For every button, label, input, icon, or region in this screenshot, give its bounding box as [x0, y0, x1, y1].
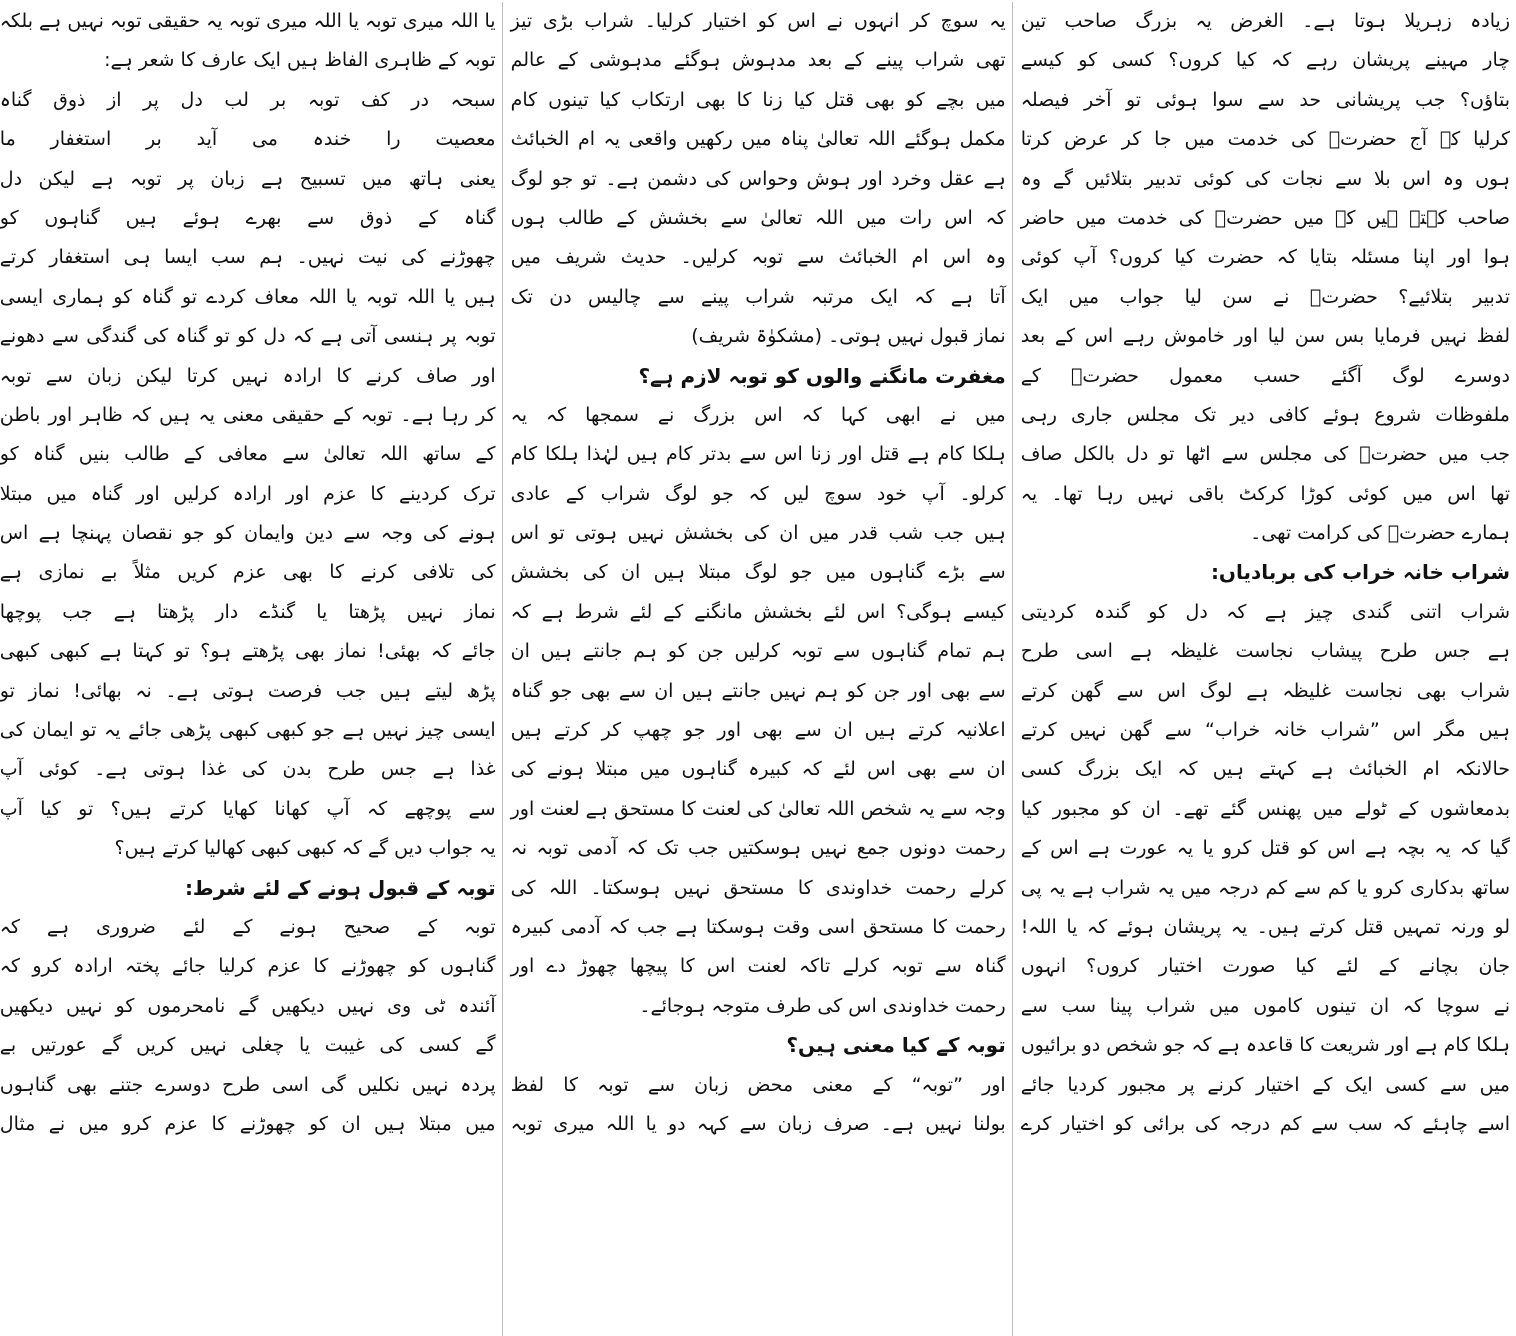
- text-line: میں مبتلا ہیں ان کو چھوڑنے کا عزم کرو میں نے مثال: [0, 1112, 496, 1135]
- text-line: ان سے بھی اس لئے کہ کبیرہ گناہوں میں مبتلا ہونے کی: [510, 758, 1006, 781]
- text-line: میں سے کسی ایک کے اختیار کرنے پر مجبور کردیا جائے: [1020, 1073, 1510, 1096]
- text-line: رحمت کا مستحق اسی وقت ہوسکتا ہے جب کہ آدمی کبیرہ: [510, 915, 1006, 938]
- text-line: نے سوچا کہ ان تینوں کاموں میں شراب پینا سب سے: [1020, 994, 1510, 1017]
- text-line: کہ اس رات میں اللہ تعالیٰ سے بخشش کے طالب ہوں: [510, 206, 1006, 229]
- text-line: ملفوظات شروع ہوئے کافی دیر تک مجلس جاری رہی: [1020, 403, 1510, 426]
- text-line: اور ”توبہ“ کے معنی محض زبان سے توبہ کا لفظ: [510, 1073, 1006, 1096]
- column-middle: [511, 2, 1013, 1336]
- text-line: کرلو۔ آپ خود سوچ لیں کہ جو لوگ شراب کے عادی: [510, 482, 1006, 505]
- text-line: وجہ سے یہ شخص اللہ تعالیٰ کی لعنت کا مستحق ہے لعنت اور: [510, 797, 1006, 820]
- column-lines: [511, 2, 1006, 1144]
- text-line: کرلیا کہ آج حضرتؒ کی خدمت میں جا کر عرض کرتا: [1020, 128, 1510, 151]
- text-line: توبہ کے صحیح ہونے کے لئے ضروری ہے کہ: [0, 915, 496, 938]
- text-line: چھوڑنے کی نیت نہیں۔ ہم سب ایسا ہی استغفار کرتے: [0, 246, 496, 269]
- text-line: جب میں حضرتؒ کی مجلس سے اٹھا تو دل بالکل صاف: [1020, 443, 1510, 466]
- text-line: حالانکہ ام الخبائث ہے کہتے ہیں کہ ایک بزرگ کسی: [1020, 758, 1510, 781]
- text-line: چار مہینے پریشان رہے کہ کیا کروں؟ کسی کو کیسے: [1020, 49, 1510, 72]
- text-line: ہیں یا اللہ توبہ یا اللہ معاف کردے تو گناہ کو ہماری ایسی: [0, 285, 496, 308]
- text-line: پڑھ لیتے ہیں جب فرصت ہوتی ہے۔ نہ بھائی! نماز تو: [0, 679, 496, 702]
- text-line: رحمت دونوں جمع نہیں ہوسکتیں جب تک کہ آدمی توبہ نہ: [510, 837, 1006, 860]
- text-line: وہ اس ام الخبائث سے توبہ کرلیں۔ حدیث شریف میں: [510, 246, 1006, 269]
- text-line: معصیت را خندہ می آید بر استغفار ما: [0, 128, 496, 151]
- text-line: ہوا اور اپنا مسئلہ بتایا کہ حضرت کیا کروں؟ آپ کوئی: [1020, 246, 1510, 269]
- text-line: بولنا نہیں ہے۔ صرف زبان سے کہہ دو یا اللہ میری توبہ: [510, 1112, 1006, 1135]
- text-line: یہ جواب دیں گے کہ کبھی کبھی کھالیا کرتے ہیں؟: [114, 837, 496, 860]
- text-line: ایسی چیز نہیں ہے جو کبھی کبھی پڑھی جائے یہ تو ایمان کی: [0, 719, 496, 742]
- text-line: اور صاف کرنے کا ارادہ نہیں کرتا لیکن زبان سے توبہ: [0, 364, 496, 387]
- column-lines: [0, 2, 496, 1144]
- text-line: گناہ کے ذوق سے بھرے ہوئے ہیں گناہوں کو: [0, 206, 496, 229]
- text-line: غذا ہے جس طرح بدن کی غذا ہوتی ہے۔ کوئی آپ: [0, 758, 496, 781]
- text-line: لو ورنہ تمہیں قتل کرتے ہیں۔ یہ پریشان ہوئے کہ یا اللہ!: [1020, 915, 1510, 938]
- text-line: گناہوں کو چھوڑنے کا عزم کرلیا جائے پختہ ارادہ کرو کہ: [0, 955, 496, 978]
- text-line: تھا اس میں کوئی کوڑا کرکٹ باقی نہیں رہا تھا۔ یہ: [1020, 482, 1510, 505]
- text-line: یا اللہ میری توبہ یا اللہ میری توبہ یہ حقیقی توبہ نہیں ہے بلکہ: [0, 10, 496, 32]
- text-line: میں نے ابھی کہا کہ اس بزرگ نے سمجھا کہ یہ: [510, 403, 1006, 426]
- text-line: آئندہ ٹی وی نہیں دیکھیں گے نامحرموں کو نہیں دیکھیں: [0, 994, 496, 1017]
- text-line: کی تلافی کرنے کا بھی عزم کریں مثلاً بے نمازی ہے: [0, 561, 496, 584]
- text-line: ہمارے حضرتؒ کی کرامت تھی۔: [1250, 522, 1510, 545]
- column-right: [1021, 2, 1510, 1336]
- text-line: سے بڑے گناہوں میں جو لوگ مبتلا ہیں ان کی بخشش: [510, 561, 1006, 584]
- text-line: سے بھی اور جن کو ہم نہیں جانتے ہیں ان سے بھی جو گناہ: [510, 679, 1006, 702]
- text-line: صاحب کہتے ہیں کہ میں حضرتؒ کی خدمت میں حاضر: [1020, 206, 1510, 229]
- text-line: تدبیر بتلائیے؟ حضرتؒ نے سن لیا جواب میں ایک: [1020, 285, 1510, 308]
- text-line: کے ساتھ اللہ تعالیٰ سے معافی کے طالب بنیں گناہ کو: [0, 443, 496, 466]
- text-line: پردہ نہیں نکلیں گی اسی طرح دوسرے جتنے بھی گناہوں: [0, 1073, 496, 1096]
- text-line: بدمعاشوں کے ٹولے میں پھنس گئے تھے۔ ان کو مجبور کیا: [1020, 797, 1510, 820]
- text-line: ہم تمام گناہوں سے توبہ کرلیں جن کو ہم جانتے ہیں ان: [510, 640, 1006, 663]
- text-line: نماز قبول نہیں ہوتی۔ (مشکوٰۃ شریف): [691, 325, 1006, 348]
- text-line: کرلے رحمت خداوندی کا مستحق نہیں ہوسکتا۔ اللہ کی: [510, 876, 1006, 899]
- text-line: زیادہ زہریلا ہوتا ہے۔ الغرض یہ بزرگ صاحب تین: [1020, 10, 1510, 32]
- text-line: ہلکا کام ہے اور شریعت کا قاعدہ ہے کہ جو شخص دو برائیوں: [1020, 1034, 1510, 1057]
- text-line: گے کسی کی غیبت یا چغلی نہیں کریں گے عورتیں بے: [0, 1034, 496, 1057]
- text-columns: [0, 2, 1510, 1336]
- text-line: مکمل ہوگئے اللہ تعالیٰ پناہ میں رکھیں واقعی یہ ام الخبائث: [510, 128, 1006, 151]
- text-line: رحمت خداوندی اس کی طرف متوجہ ہوجائے۔: [639, 994, 1006, 1017]
- text-line: لفظ نہیں فرمایا بس سن لیا اور خاموش رہے اس کے بعد: [1020, 325, 1510, 348]
- text-line: سے پوچھے کہ آپ کھانا کھایا کرتے ہیں؟ تو کیا آپ: [0, 797, 496, 820]
- text-line: کیسے ہوگی؟ اس لئے بخشش مانگنے کے لئے شرط ہے کہ: [510, 600, 1006, 623]
- text-line: ہونے کی وجہ سے دین وایمان کو جو نقصان پہنچا ہے اس: [0, 522, 496, 545]
- column-left: [0, 2, 503, 1336]
- section-heading: شراب خانہ خراب کی بربادیاں:: [1210, 560, 1510, 585]
- section-heading: توبہ کے کیا معنی ہیں؟: [786, 1033, 1006, 1058]
- text-line: اعلانیہ کرتے ہیں ان سے بھی اور جو چھپ کر کرتے ہیں: [510, 719, 1006, 742]
- text-line: ہوں وہ اس بلا سے نجات کی کوئی تدبیر بتلائیں گے وہ: [1020, 167, 1510, 190]
- text-line: ہلکا کام ہے قتل اور زنا اس سے بدتر کام ہیں لہٰذا ہلکا کام: [510, 443, 1006, 466]
- text-line: جان بچانے کے لئے کیا صورت اختیار کروں؟ انہوں: [1020, 955, 1510, 978]
- text-line: ہے جس طرح پیشاب نجاست غلیظہ ہے اسی طرح: [1020, 640, 1510, 663]
- text-line: ترک کردینے کا عزم اور ارادہ کرلیں اور گناہ میں مبتلا: [0, 482, 496, 505]
- column-lines: [1021, 2, 1510, 1144]
- section-heading: مغفرت مانگنے والوں کو توبہ لازم ہے؟: [638, 363, 1006, 388]
- text-line: اسے چاہئے کہ سب سے کم درجہ کی برائی کو اختیار کرے: [1020, 1112, 1510, 1135]
- text-line: کر رہا ہے۔ توبہ کے حقیقی معنی یہ ہیں کہ ظاہر اور باطن: [0, 403, 496, 426]
- text-line: توبہ کے ظاہری الفاظ ہیں ایک عارف کا شعر ہے:: [104, 49, 496, 72]
- text-line: آتا ہے کہ ایک مرتبہ شراب پینے سے چالیس دن تک: [510, 285, 1006, 308]
- text-line: دوسرے لوگ آگئے حسب معمول حضرتؒ کے: [1020, 364, 1510, 387]
- text-line: میں بچے کو بھی قتل کیا زنا کا بھی ارتکاب کیا تینوں کام: [510, 88, 1006, 111]
- text-line: شراب بھی نجاست غلیظہ ہے لوگ اس سے گھن کرتے: [1020, 679, 1510, 702]
- text-line: ہے عقل وخرد اور ہوش وحواس کی دشمن ہے۔ تو جو لوگ: [510, 167, 1006, 190]
- text-line: سبحہ در کف توبہ بر لب دل پر از ذوق گناہ: [0, 88, 496, 111]
- text-line: نماز نہیں پڑھتا یا گنڈے دار پڑھتا ہے جب پوچھا: [0, 600, 496, 623]
- text-line: ہیں مگر اس ”شراب خانہ خراب“ سے گھن نہیں کرتے: [1020, 719, 1510, 742]
- text-line: شراب اتنی گندی چیز ہے کہ دل کو گندہ کردیتی: [1020, 600, 1510, 623]
- text-line: تھی شراب پینے کے بعد مدہوش ہوگئے مدہوشی کے عالم: [510, 49, 1006, 72]
- text-line: جائے کہ بھئی! نماز بھی پڑھتے ہو؟ تو کہتا ہے کبھی کبھی: [0, 640, 496, 663]
- text-line: بتاؤں؟ جب پریشانی حد سے سوا ہوئی تو آخر فیصلہ: [1020, 88, 1510, 111]
- text-line: یہ سوچ کر انہوں نے اس کو اختیار کرلیا۔ شراب بڑی تیز: [510, 10, 1006, 32]
- section-heading: توبہ کے قبول ہونے کے لئے شرط:: [184, 875, 496, 900]
- text-line: یعنی ہاتھ میں تسبیح ہے زبان پر توبہ ہے لیکن دل: [0, 167, 496, 190]
- text-line: ہیں جب شب قدر میں ان کی بخشش نہیں ہوتی تو اس: [510, 522, 1006, 545]
- text-line: گناہ سے توبہ کرلے تاکہ لعنت اس کا پیچھا چھوڑ دے اور: [510, 955, 1006, 978]
- text-line: توبہ پر ہنسی آتی ہے کہ دل کو تو گناہ کی گندگی سے دھونے: [0, 325, 496, 348]
- text-line: ساتھ بدکاری کرو یا کم سے کم درجہ میں یہ شراب ہے یہ پی: [1020, 876, 1510, 899]
- text-line: گیا کہ یہ بچہ ہے اس کو قتل کرو یا یہ عورت ہے اس کے: [1020, 837, 1510, 860]
